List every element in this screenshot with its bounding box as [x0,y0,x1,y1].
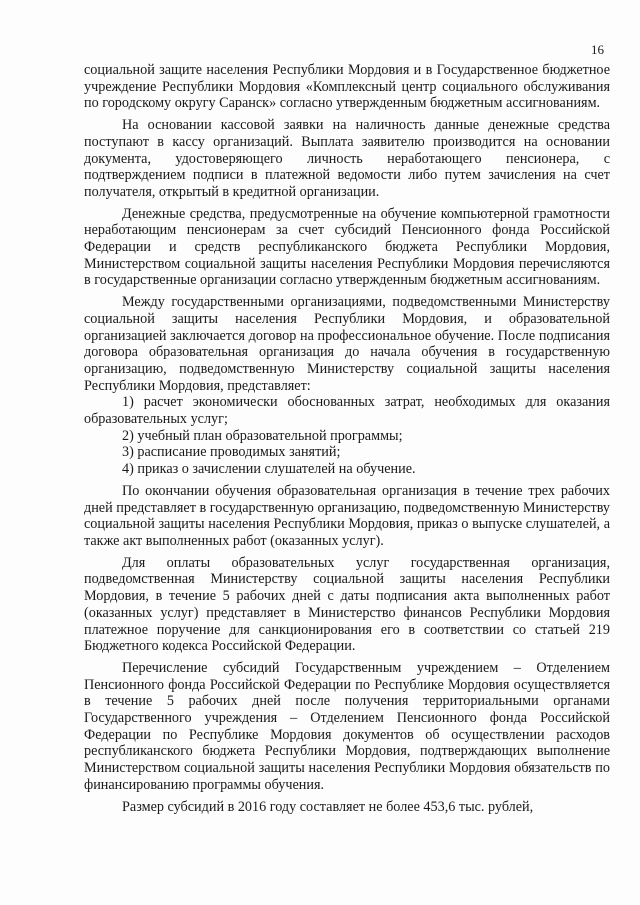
page-number: 16 [591,42,604,57]
paragraph-continues: Размер субсидий в 2016 году составляет не более 453,6 тыс. рублей, [122,798,534,815]
list-item: 1) расчет экономически обоснованных затрат, необходимых для оказания образовательных услуг; [84,394,610,428]
list-item: 2) учебный план образовательной программы; [122,427,403,444]
list-item: 4) приказ о зачислении слушателей на обучение. [122,461,416,478]
paragraph: На основании кассовой заявки на наличность данные денежные средства поступают в кассу организаций. Выплата заявителю производится на основании документа, удостоверяющего личность неработающего пенсионера, с подтверждением подписи в платежной ведомости либо путем зачисления на счет получателя, открытый в кредитной организации. [84,117,610,200]
paragraph: По окончании обучения образовательная организация в течение трех рабочих дней представляет в государственную организацию, подведомственную Министерству социальной защиты населения Республики Мордовия, приказ о выпуске слушателей, а также акт выполненных работ (оказанных услуг). [84,482,610,549]
list-item: 3) расписание проводимых занятий; [122,444,341,461]
paragraph: Денежные средства, предусмотренные на обучение компьютерной грамотности неработающим пенсионерам за счет субсидий Пенсионного фонда Российской Федерации и средств республиканского бюджета Республики Мордовия, Министерством социальной защиты населения Республики Мордовия перечисляются в государственные организации согласно утвержденным бюджетным ассигнованиям. [84,205,610,289]
paragraph: Для оплаты образовательных услуг государственная организация, подведомственная Министерству социальной защиты населения Республики Мордовия, в течение 5 рабочих дней с даты подписания акта выполненных работ (оказанных услуг) представляет в Министерство финансов Республики Мордовия платежное поручение для санкционирования его в соответствии со статьей 219 Бюджетного кодекса Российской Федерации. [84,554,610,655]
paragraph: Между государственными организациями, подведомственными Министерству социальной защиты населения Республики Мордовия, и образовательной организацией заключается договор на профессиональное обучение. После подписания договора образовательная организация до начала обучения в государственную организацию, подведомственную Министерству социальной защиты населения Республики Мордовия, представляет: [84,294,610,394]
paragraph: Перечисление субсидий Государственным учреждением – Отделением Пенсионного фонда Российской Федерации по Республике Мордовия осуществляется в течение 5 рабочих дней после получения территориальными органами Государственного учреждения – Отделением Пенсионного фонда Российской Федерации по Республике Мордовия документов об осуществлении расходов республиканского бюджета Республики Мордовия, подтверждающих выполнение Министерством социальной защиты населения Республики Мордовия обязательств по финансированию программы обучения. [84,659,610,793]
paragraph-continuation: социальной защите населения Республики Мордовия и в Государственное бюджетное учреждение Республики Мордовия «Комплексный центр социального обслуживания по городскому округу Саранск» согласно утвержденным бюджетным ассигнованиям. [84,62,610,112]
